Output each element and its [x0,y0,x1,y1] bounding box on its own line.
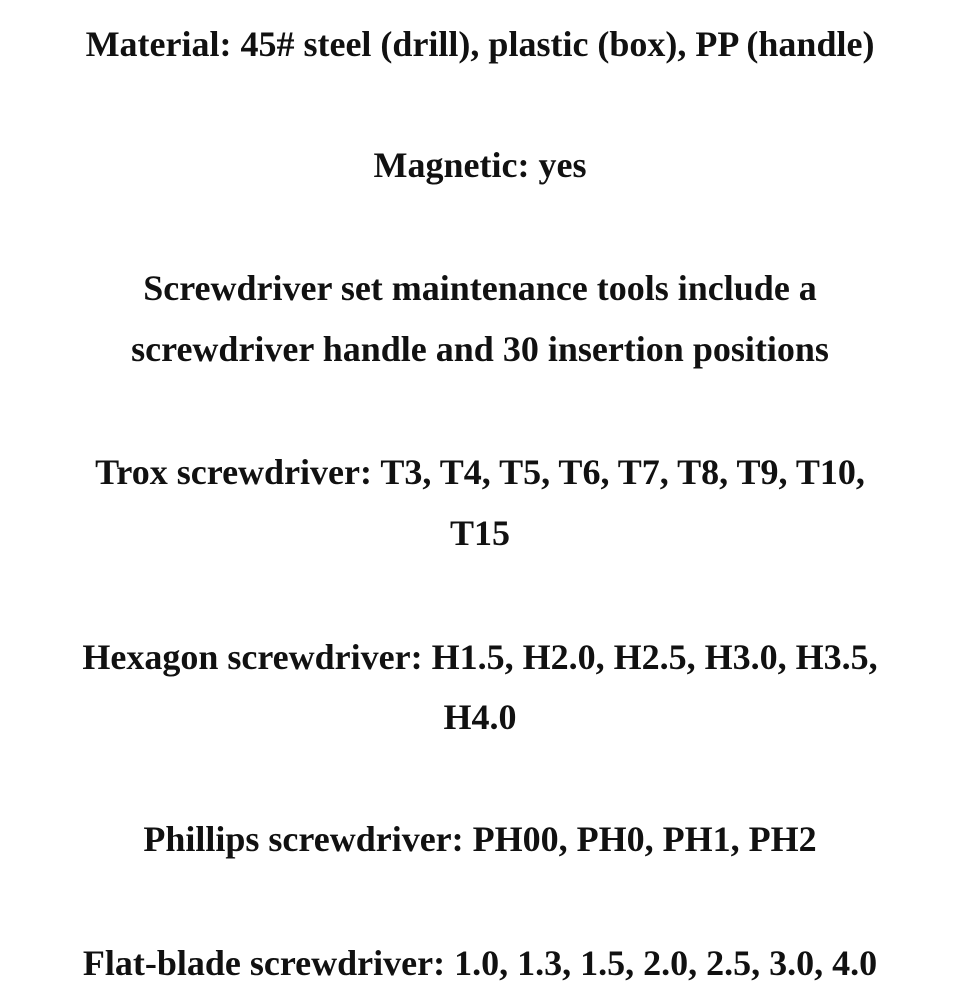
phillips-line: Phillips screwdriver: PH00, PH0, PH1, PH2 [143,819,817,859]
trox-line-2: T15 [449,513,510,553]
material-line: Material: 45# steel (drill), plastic (box), PP (handle) [85,24,875,64]
set-description-line-2: screwdriver handle and 30 insertion positions [131,329,829,369]
hexagon-line-2: H4.0 [443,697,517,737]
flat-blade-line: Flat-blade screwdriver: 1.0, 1.3, 1.5, 2.0, 2.5, 3.0, 4.0 [82,943,878,983]
hexagon-line-1: Hexagon screwdriver: H1.5, H2.0, H2.5, H3.0, H3.5, [82,637,878,677]
trox-line-1: Trox screwdriver: T3, T4, T5, T6, T7, T8, T9, T10, [95,452,865,492]
magnetic-line: Magnetic: yes [373,145,587,185]
set-description-line-1: Screwdriver set maintenance tools include a [143,268,817,308]
